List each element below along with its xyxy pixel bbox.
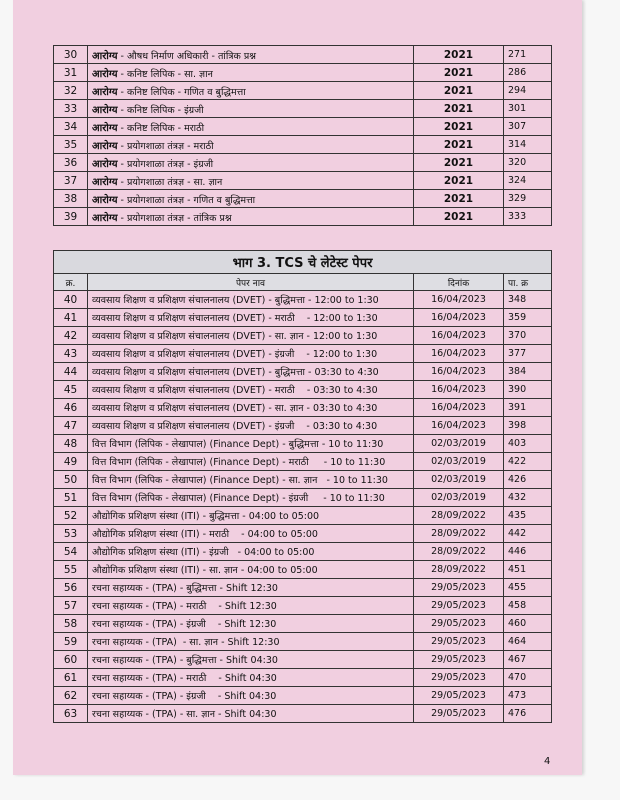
paper-date: 29/05/2023	[414, 597, 504, 615]
table-row	[54, 417, 552, 435]
page-ref: 467	[504, 651, 552, 669]
page-ref: 432	[504, 489, 552, 507]
row-number: 45	[54, 381, 88, 399]
paper-title: औद्योगिक प्रशिक्षण संस्था (ITI) - मराठी - 04:00 to 05:00	[88, 525, 414, 543]
page-ref: 329	[504, 190, 552, 208]
paper-title: व्यवसाय शिक्षण व प्रशिक्षण संचालनालय (DVET) - मराठी - 03:30 to 4:30	[88, 381, 414, 399]
paper-tag: आरोग्य	[92, 104, 118, 116]
page-ref: 391	[504, 399, 552, 417]
paper-year: 2021	[414, 208, 504, 226]
paper-tag: आरोग्य	[92, 140, 118, 152]
page-ref: 442	[504, 525, 552, 543]
table-row	[54, 345, 552, 363]
paper-tag: आरोग्य	[92, 158, 118, 170]
row-number: 62	[54, 687, 88, 705]
paper-title: व्यवसाय शिक्षण व प्रशिक्षण संचालनालय (DVET) - सा. ज्ञान - 03:30 to 4:30	[88, 399, 414, 417]
table-row	[54, 687, 552, 705]
paper-date: 16/04/2023	[414, 291, 504, 309]
table-row	[54, 363, 552, 381]
page-ref: 435	[504, 507, 552, 525]
page-ref: 458	[504, 597, 552, 615]
paper-year: 2021	[414, 190, 504, 208]
row-number: 49	[54, 453, 88, 471]
table-row	[54, 399, 552, 417]
paper-name: - कनिष्ट लिपिक - सा. ज्ञान	[117, 68, 213, 80]
row-number: 56	[54, 579, 88, 597]
paper-year: 2021	[414, 46, 504, 64]
page-ref: 314	[504, 136, 552, 154]
paper-name: - प्रयोगशाळा तंत्रज्ञ - गणित व बुद्धिमत्ता	[117, 194, 256, 206]
page-ref: 403	[504, 435, 552, 453]
paper-name: - प्रयोगशाळा तंत्रज्ञ - तांत्रिक प्रश्न	[117, 212, 232, 224]
page-ref: 464	[504, 633, 552, 651]
row-number: 35	[54, 136, 88, 154]
paper-name: - प्रयोगशाळा तंत्रज्ञ - सा. ज्ञान	[117, 176, 223, 188]
paper-name: - कनिष्ट लिपिक - मराठी	[117, 122, 205, 134]
table-row	[54, 651, 552, 669]
paper-title: रचना सहाय्यक - (TPA) - मराठी - Shift 04:30	[88, 669, 414, 687]
page-ref: 455	[504, 579, 552, 597]
paper-title	[88, 190, 414, 208]
row-number: 38	[54, 190, 88, 208]
paper-title: वित्त विभाग (लिपिक - लेखापाल) (Finance Dept) - इंग्रजी - 10 to 11:30	[88, 489, 414, 507]
page-ref: 307	[504, 118, 552, 136]
row-number: 52	[54, 507, 88, 525]
table-row	[54, 327, 552, 345]
paper-title: रचना सहाय्यक - (TPA) - इंग्रजी - Shift 04:30	[88, 687, 414, 705]
table-row	[54, 615, 552, 633]
paper-date: 28/09/2022	[414, 543, 504, 561]
section-heading: भाग 3. TCS चे लेटेस्ट पेपर	[54, 251, 552, 274]
row-number: 46	[54, 399, 88, 417]
row-number: 39	[54, 208, 88, 226]
paper-name: - कनिष्ट लिपिक - गणित व बुद्धिमत्ता	[117, 86, 246, 98]
page-ref: 470	[504, 669, 552, 687]
paper-title	[88, 172, 414, 190]
paper-title: रचना सहाय्यक - (TPA) - बुद्धिमत्ता - Shift 12:30	[88, 579, 414, 597]
paper-title: रचना सहाय्यक - (TPA) - सा. ज्ञान - Shift 12:30	[88, 633, 414, 651]
row-number: 30	[54, 46, 88, 64]
page-ref: 476	[504, 705, 552, 723]
paper-date: 28/09/2022	[414, 525, 504, 543]
paper-title: वित्त विभाग (लिपिक - लेखापाल) (Finance Dept) - मराठी - 10 to 11:30	[88, 453, 414, 471]
table-row	[54, 507, 552, 525]
paper-title	[88, 100, 414, 118]
page-ref: 390	[504, 381, 552, 399]
row-number: 51	[54, 489, 88, 507]
paper-date: 28/09/2022	[414, 507, 504, 525]
paper-tag: आरोग्य	[92, 86, 118, 98]
paper-date: 29/05/2023	[414, 633, 504, 651]
paper-tag: आरोग्य	[92, 194, 118, 206]
paper-tag: आरोग्य	[92, 212, 118, 224]
page-ref: 370	[504, 327, 552, 345]
row-number: 60	[54, 651, 88, 669]
row-number: 55	[54, 561, 88, 579]
table-row	[54, 46, 552, 64]
paper-date: 29/05/2023	[414, 651, 504, 669]
table-row	[54, 561, 552, 579]
table-row	[54, 453, 552, 471]
paper-date: 16/04/2023	[414, 417, 504, 435]
row-number: 63	[54, 705, 88, 723]
paper-date: 16/04/2023	[414, 345, 504, 363]
page-ref: 426	[504, 471, 552, 489]
page-ref: 398	[504, 417, 552, 435]
table-row	[54, 291, 552, 309]
paper-title: रचना सहाय्यक - (TPA) - इंग्रजी - Shift 12:30	[88, 615, 414, 633]
paper-title	[88, 136, 414, 154]
row-number: 36	[54, 154, 88, 172]
paper-name: - कनिष्ट लिपिक - इंग्रजी	[117, 104, 204, 116]
paper-title	[88, 64, 414, 82]
table-row	[54, 172, 552, 190]
table-row	[54, 543, 552, 561]
row-number: 44	[54, 363, 88, 381]
row-number: 54	[54, 543, 88, 561]
page-ref: 271	[504, 46, 552, 64]
paper-date: 16/04/2023	[414, 381, 504, 399]
paper-title: रचना सहाय्यक - (TPA) - सा. ज्ञान - Shift 04:30	[88, 705, 414, 723]
table-row	[54, 118, 552, 136]
page-ref: 384	[504, 363, 552, 381]
row-number: 59	[54, 633, 88, 651]
page-ref: 359	[504, 309, 552, 327]
row-number: 41	[54, 309, 88, 327]
paper-title	[88, 154, 414, 172]
paper-name: - प्रयोगशाळा तंत्रज्ञ - मराठी	[117, 140, 214, 152]
row-number: 50	[54, 471, 88, 489]
table-row	[54, 525, 552, 543]
page-ref: 320	[504, 154, 552, 172]
paper-title: औद्योगिक प्रशिक्षण संस्था (ITI) - सा. ज्ञान - 04:00 to 05:00	[88, 561, 414, 579]
row-number: 47	[54, 417, 88, 435]
paper-title: औद्योगिक प्रशिक्षण संस्था (ITI) - इंग्रजी - 04:00 to 05:00	[88, 543, 414, 561]
table-row	[54, 579, 552, 597]
row-number: 40	[54, 291, 88, 309]
paper-title	[88, 208, 414, 226]
row-number: 34	[54, 118, 88, 136]
page-ref: 324	[504, 172, 552, 190]
table-row	[54, 597, 552, 615]
paper-date: 29/05/2023	[414, 579, 504, 597]
row-number: 57	[54, 597, 88, 615]
index-table-part-3	[53, 250, 552, 723]
paper-date: 29/05/2023	[414, 687, 504, 705]
table-row	[54, 154, 552, 172]
row-number: 48	[54, 435, 88, 453]
paper-date: 16/04/2023	[414, 399, 504, 417]
table-row	[54, 705, 552, 723]
paper-tag: आरोग्य	[92, 176, 118, 188]
paper-title: व्यवसाय शिक्षण व प्रशिक्षण संचालनालय (DVET) - इंग्रजी - 12:00 to 1:30	[88, 345, 414, 363]
paper-title: व्यवसाय शिक्षण व प्रशिक्षण संचालनालय (DVET) - मराठी - 12:00 to 1:30	[88, 309, 414, 327]
column-header-date: दिनांक	[414, 274, 504, 291]
paper-title: व्यवसाय शिक्षण व प्रशिक्षण संचालनालय (DVET) - बुद्धिमत्ता - 03:30 to 4:30	[88, 363, 414, 381]
row-number: 33	[54, 100, 88, 118]
paper-year: 2021	[414, 118, 504, 136]
page-ref: 446	[504, 543, 552, 561]
paper-year: 2021	[414, 100, 504, 118]
page-number: 4	[544, 756, 551, 767]
paper-tag: आरोग्य	[92, 68, 118, 80]
row-number: 61	[54, 669, 88, 687]
page-ref: 460	[504, 615, 552, 633]
paper-date: 02/03/2019	[414, 489, 504, 507]
paper-title	[88, 82, 414, 100]
page-ref: 473	[504, 687, 552, 705]
page-ref: 451	[504, 561, 552, 579]
page-ref: 301	[504, 100, 552, 118]
table-row	[54, 381, 552, 399]
paper-year: 2021	[414, 64, 504, 82]
index-table-part-2	[53, 45, 552, 226]
paper-date: 29/05/2023	[414, 669, 504, 687]
paper-title	[88, 46, 414, 64]
paper-year: 2021	[414, 172, 504, 190]
paper-tag: आरोग्य	[92, 50, 118, 62]
page-ref: 377	[504, 345, 552, 363]
row-number: 53	[54, 525, 88, 543]
row-number: 43	[54, 345, 88, 363]
paper-date: 16/04/2023	[414, 327, 504, 345]
paper-tag: आरोग्य	[92, 122, 118, 134]
row-number: 37	[54, 172, 88, 190]
column-header-page: पा. क्र	[504, 274, 552, 291]
paper-name: - प्रयोगशाळा तंत्रज्ञ - इंग्रजी	[117, 158, 214, 170]
row-number: 42	[54, 327, 88, 345]
table-row	[54, 471, 552, 489]
table-row	[54, 64, 552, 82]
paper-title: रचना सहाय्यक - (TPA) - मराठी - Shift 12:30	[88, 597, 414, 615]
table-row	[54, 633, 552, 651]
paper-date: 29/05/2023	[414, 615, 504, 633]
page-ref: 422	[504, 453, 552, 471]
paper-year: 2021	[414, 136, 504, 154]
row-number: 32	[54, 82, 88, 100]
column-header-no: क्र.	[54, 274, 88, 291]
paper-date: 16/04/2023	[414, 309, 504, 327]
paper-date: 29/05/2023	[414, 705, 504, 723]
page-ref: 333	[504, 208, 552, 226]
paper-date: 02/03/2019	[414, 435, 504, 453]
paper-date: 02/03/2019	[414, 471, 504, 489]
table-row	[54, 208, 552, 226]
paper-title: व्यवसाय शिक्षण व प्रशिक्षण संचालनालय (DVET) - इंग्रजी - 03:30 to 4:30	[88, 417, 414, 435]
table-row	[54, 190, 552, 208]
paper-title: वित्त विभाग (लिपिक - लेखापाल) (Finance Dept) - बुद्धिमत्ता - 10 to 11:30	[88, 435, 414, 453]
table-row	[54, 82, 552, 100]
paper-date: 02/03/2019	[414, 453, 504, 471]
row-number: 58	[54, 615, 88, 633]
page-ref: 294	[504, 82, 552, 100]
paper-title: रचना सहाय्यक - (TPA) - बुद्धिमत्ता - Shift 04:30	[88, 651, 414, 669]
paper-title: व्यवसाय शिक्षण व प्रशिक्षण संचालनालय (DVET) - सा. ज्ञान - 12:00 to 1:30	[88, 327, 414, 345]
table-row	[54, 136, 552, 154]
paper-title: वित्त विभाग (लिपिक - लेखापाल) (Finance Dept) - सा. ज्ञान - 10 to 11:30	[88, 471, 414, 489]
page-ref: 286	[504, 64, 552, 82]
table-row	[54, 489, 552, 507]
paper-date: 16/04/2023	[414, 363, 504, 381]
paper-title: व्यवसाय शिक्षण व प्रशिक्षण संचालनालय (DVET) - बुद्धिमत्ता - 12:00 to 1:30	[88, 291, 414, 309]
column-header-name: पेपर नाव	[88, 274, 414, 291]
page-ref: 348	[504, 291, 552, 309]
paper-year: 2021	[414, 154, 504, 172]
index-table-body	[54, 251, 552, 723]
index-table-body	[54, 46, 552, 226]
paper-title	[88, 118, 414, 136]
table-row	[54, 309, 552, 327]
paper-title: औद्योगिक प्रशिक्षण संस्था (ITI) - बुद्धिमत्ता - 04:00 to 05:00	[88, 507, 414, 525]
row-number: 31	[54, 64, 88, 82]
paper-year: 2021	[414, 82, 504, 100]
paper-name: - औषध निर्माण अधिकारी - तांत्रिक प्रश्न	[117, 50, 256, 62]
table-row	[54, 100, 552, 118]
table-row	[54, 435, 552, 453]
table-row	[54, 669, 552, 687]
paper-date: 28/09/2022	[414, 561, 504, 579]
